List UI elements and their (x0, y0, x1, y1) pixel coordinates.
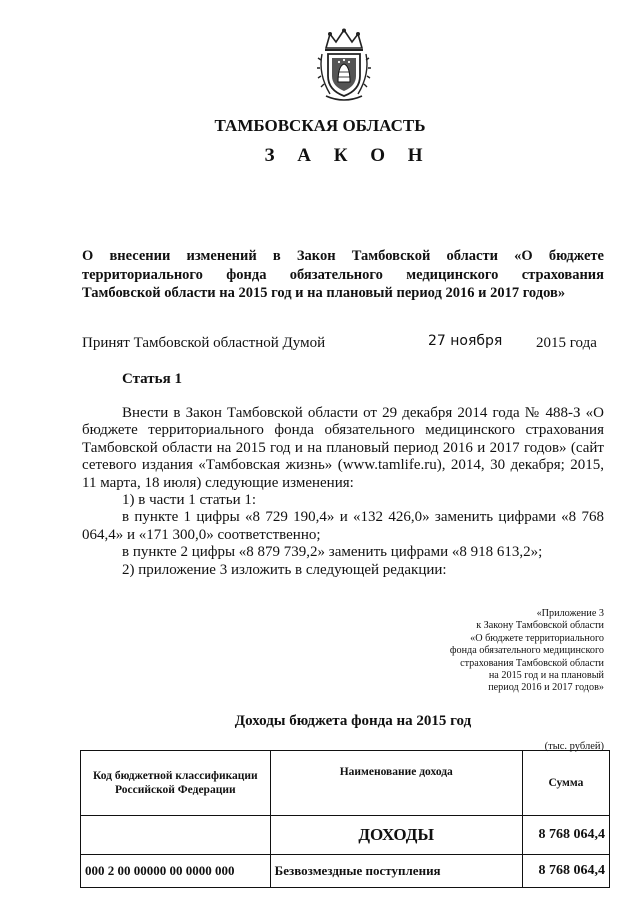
adoption-date: 27 ноября (428, 333, 503, 349)
appendix-line: период 2016 и 2017 годов» (488, 682, 604, 694)
appendix-line: к Закону Тамбовской области (476, 620, 604, 632)
units-label: (тыс. рублей) (544, 741, 604, 752)
document-type-title: З А К О Н (264, 145, 432, 166)
adoption-label: Принят Тамбовской областной Думой (82, 335, 326, 351)
coat-of-arms-emblem (316, 28, 372, 102)
article-paragraph: Внести в Закон Тамбовской области от 29 декабря 2014 года № 488-З «О бюджете территориального фонда обязательного медицинского страхования Тамбовской области на 2015 год и на плановый период 2016 и 2017 годов» (сайт сетевого издания «Тамбовская жизнь» (www.tamlife.ru), 2014, 30 декабря; 2015, 11 марта, 18 июля) следующие изменения: (82, 405, 604, 491)
header-code: Код бюджетной классификации Российской Федерации (81, 751, 271, 816)
table-header-row (81, 751, 610, 816)
income-table-title: Доходы бюджета фонда на 2015 год (234, 713, 472, 729)
table-row (81, 816, 610, 855)
table-row (81, 855, 610, 888)
appendix-line: «Приложение 3 (536, 608, 604, 619)
appendix-line: на 2015 год и на плановый (488, 670, 604, 682)
income-table (80, 750, 610, 888)
article-body (82, 405, 604, 579)
appendix-line: страхования Тамбовской области (460, 657, 604, 669)
article-title: Статья 1 (122, 371, 182, 387)
adoption-year: 2015 года (536, 335, 597, 351)
appendix-line: фонда обязательного медицинского (449, 645, 604, 657)
header-name: Наименование дохода (270, 751, 522, 816)
region-title: ТАМБОВСКАЯ ОБЛАСТЬ (214, 116, 426, 135)
article-paragraph: 1) в части 1 статьи 1: (122, 492, 257, 509)
row-code (81, 816, 271, 855)
row-name: Безвозмездные поступления (270, 855, 522, 888)
law-name: О внесении изменений в Закон Тамбовской области «О бюджете территориального фонда обязательного медицинского страхования Тамбовской области на 2015 год и на плановый период 2016 и 2017 годов» (82, 248, 604, 301)
article-paragraph: в пункте 1 цифры «8 729 190,4» и «132 426,0» заменить цифрами «8 768 064,4» и «171 300,0» соответственно; (82, 509, 604, 543)
article-paragraph: 2) приложение 3 изложить в следующей редакции: (122, 561, 447, 578)
row-sum: 8 768 064,4 (522, 816, 609, 855)
row-name: ДОХОДЫ (270, 816, 522, 855)
header-sum: Сумма (522, 751, 609, 816)
appendix-note (404, 608, 604, 695)
row-sum: 8 768 064,4 (522, 855, 609, 888)
row-code: 000 2 00 00000 00 0000 000 (81, 855, 271, 888)
article-paragraph: в пункте 2 цифры «8 879 739,2» заменить цифрами «8 918 613,2»; (122, 544, 543, 561)
appendix-line: «О бюджете территориального (470, 632, 604, 644)
